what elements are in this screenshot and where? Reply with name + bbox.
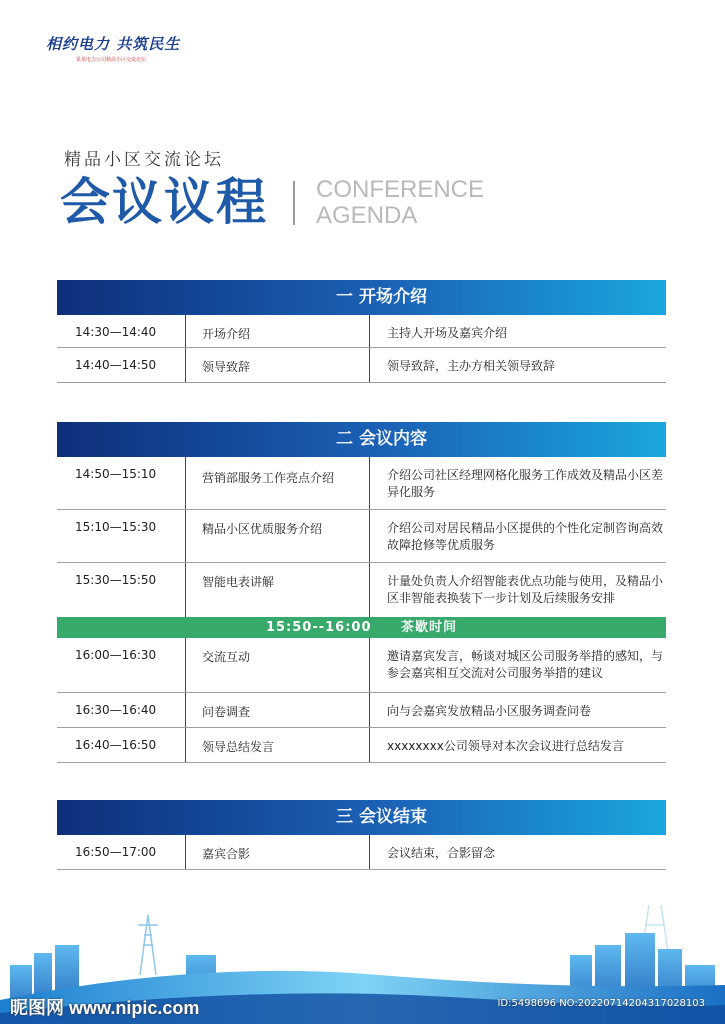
column-divider (185, 457, 186, 509)
column-divider (185, 693, 186, 727)
row-time: 16:40—16:50 (75, 738, 157, 752)
row-desc: 计量处负责人介绍智能表优点功能与使用，及精品小区非智能表换装下一步计划及后续服务安排 (387, 574, 664, 605)
tea-break-bar (57, 617, 666, 638)
logo (46, 33, 180, 63)
title-divider (293, 181, 295, 225)
row-time: 15:30—15:50 (75, 573, 157, 587)
row-item: 交流互动 (202, 650, 251, 664)
section-closing (57, 800, 666, 870)
row-time: 16:30—16:40 (75, 703, 157, 717)
section-opening (57, 280, 666, 383)
table-row (57, 563, 666, 617)
english-title-line2: AGENDA (316, 202, 418, 229)
row-time: 16:50—17:00 (75, 845, 157, 859)
column-divider (185, 348, 186, 382)
row-time: 14:40—14:50 (75, 358, 157, 372)
column-divider (185, 510, 186, 562)
column-divider (185, 315, 186, 347)
column-divider (185, 835, 186, 869)
section-header: 二 会议内容 (57, 422, 666, 457)
column-divider (185, 638, 186, 692)
row-desc: 领导致辞，主办方相关领导致辞 (387, 359, 556, 373)
column-divider (369, 638, 370, 692)
table-row (57, 315, 666, 348)
table-row (57, 510, 666, 563)
table-row (57, 728, 666, 763)
table-row (57, 638, 666, 693)
page-title: 会议议程 (60, 173, 268, 231)
row-item: 嘉宾合影 (202, 847, 251, 861)
row-desc: 主持人开场及嘉宾介绍 (387, 326, 508, 340)
watermark: 昵图网 www.nipic.com (10, 998, 200, 1018)
column-divider (369, 835, 370, 869)
tea-break-time: 15:50--16:00 (265, 620, 372, 635)
row-item: 问卷调查 (202, 705, 251, 719)
row-desc: 介绍公司对居民精品小区提供的个性化定制咨询高效故障抢修等优质服务 (387, 521, 664, 552)
row-item: 开场介绍 (202, 327, 251, 341)
row-desc: 介绍公司社区经理网格化服务工作成效及精品小区差异化服务 (387, 468, 664, 499)
column-divider (369, 348, 370, 382)
section-header: 三 会议结束 (57, 800, 666, 835)
row-time: 16:00—16:30 (75, 648, 157, 662)
row-item: 领导总结发言 (202, 740, 275, 754)
section-content (57, 422, 666, 763)
row-desc: xxxxxxxx公司领导对本次会议进行总结发言 (387, 739, 624, 753)
tea-break-label: 茶歇时间 (401, 620, 458, 635)
row-item: 精品小区优质服务介绍 (202, 522, 323, 536)
column-divider (185, 728, 186, 762)
column-divider (369, 693, 370, 727)
slogan: 相约电力 共筑民生 (46, 35, 181, 53)
row-time: 14:50—15:10 (75, 467, 157, 481)
row-time: 15:10—15:30 (75, 520, 157, 534)
column-divider (369, 563, 370, 617)
row-desc: 会议结束，合影留念 (387, 846, 496, 860)
forum-name: 精品小区交流论坛 (64, 150, 224, 170)
english-title-line1: CONFERENCE (316, 176, 485, 203)
row-time: 14:30—14:40 (75, 325, 157, 339)
section-header: 一 开场介绍 (57, 280, 666, 315)
row-item: 智能电表讲解 (202, 575, 275, 589)
column-divider (369, 510, 370, 562)
column-divider (185, 563, 186, 617)
slogan-sub: 某某电力公司精品小区交流论坛 (76, 57, 147, 63)
column-divider (369, 457, 370, 509)
table-row (57, 835, 666, 870)
row-desc: 邀请嘉宾发言，畅谈对城区公司服务举措的感知，与参会嘉宾相互交流对公司服务举措的建议 (387, 649, 664, 680)
column-divider (369, 315, 370, 347)
english-title (316, 177, 484, 229)
table-row (57, 348, 666, 383)
table-row (57, 457, 666, 510)
table-row (57, 693, 666, 728)
image-id: ID:5498696 NO:20220714204317028103 (497, 998, 705, 1009)
row-item: 营销部服务工作亮点介绍 (202, 471, 335, 485)
column-divider (369, 728, 370, 762)
row-desc: 向与会嘉宾发放精品小区服务调查问卷 (387, 704, 592, 718)
row-item: 领导致辞 (202, 360, 251, 374)
